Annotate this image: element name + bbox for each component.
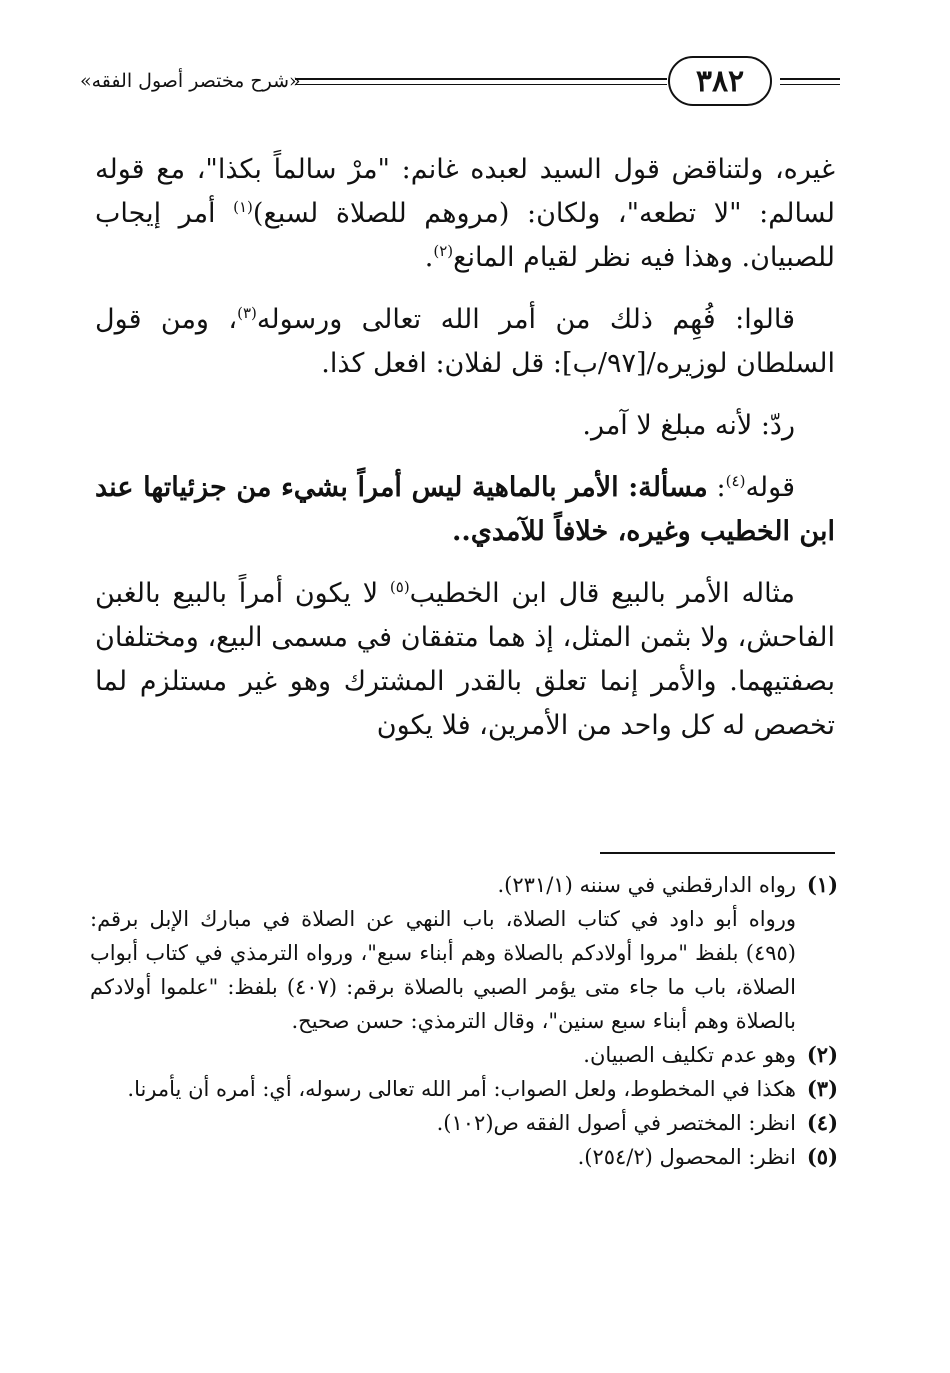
footnote-number: (٤)	[806, 1110, 838, 1135]
footnote-number: (٣)	[806, 1076, 838, 1101]
paragraph-1	[95, 148, 835, 280]
footnote-number: (٥)	[806, 1144, 838, 1169]
footnote-3	[90, 1072, 838, 1106]
paragraph-4-lead: قوله	[745, 472, 796, 503]
paragraph-2	[95, 298, 835, 386]
paragraph-2-cont: ، ومن قول السلطان لوزيره/[٩٧/ب]: قل لفلان: افعل كذا.	[95, 304, 835, 379]
header-rule-left-thin	[295, 84, 667, 85]
paragraph-1-cont: أمر إيجاب للصبيان. وهذا فيه نظر لقيام المانع	[95, 198, 835, 273]
page-number-badge	[668, 56, 772, 106]
paragraph-4	[95, 466, 835, 554]
paragraph-1-end: .	[424, 242, 434, 273]
footnotes	[90, 868, 838, 1174]
header-rule-left	[295, 78, 667, 80]
paragraph-5-cont: لا يكون أمراً بالبيع بالغبن الفاحش، ولا بثمن المثل، إذ هما متفقان في مسمى البيع، ومختلفان بصفتيهما. والأمر إنما تعلق بالقدر المشترك وهو غير مستلزم لما تخصص له كل واحد من الأمرين، فلا يكون	[95, 578, 835, 741]
paragraph-5-text: مثاله الأمر بالبيع قال ابن الخطيب	[409, 578, 795, 609]
footnote-text: انظر: المحصول (٢٥٤/٢).	[577, 1145, 796, 1169]
footnote-ref-4: (٤)	[725, 472, 746, 490]
footnote-5	[90, 1140, 838, 1174]
paragraph-1-text: غيره، ولتناقض قول السيد لعبده غانم: "مرْ سالماً بكذا"، مع قوله لسالم: "لا تطعه"، ولكان: (مروهم للصلاة لسبع)	[95, 154, 836, 229]
footnote-ref-5: (٥)	[389, 578, 410, 596]
footnote-text: هكذا في المخطوط، ولعل الصواب: أمر الله تعالى رسوله، أي: أمره أن يأمرنا.	[127, 1077, 796, 1101]
footnote-1-line: رواه الدارقطني في سننه (٢٣١/١).	[497, 873, 796, 897]
footnote-ref-2: (٢)	[433, 242, 454, 260]
footnote-number: (٢)	[806, 1042, 838, 1067]
footnote-1-cont: ورواه أبو داود في كتاب الصلاة، باب النهي عن الصلاة في مبارك الإبل برقم: (٤٩٥) بلفظ "مروا أولادكم بالصلاة وهم أبناء سبع"، ورواه الترمذي في كتاب أبواب الصلاة، باب ما جاء متى يؤمر الصبي بالصلاة برقم: (٤٠٧) بلفظ: "علموا أولادكم بالصلاة وهم أبناء سبع سنين"، وقال الترمذي: حسن صحيح.	[90, 907, 797, 1033]
header-rule-right-thin	[780, 84, 840, 85]
running-title: «شرح مختصر أصول الفقه»	[80, 70, 301, 92]
footnote-ref-3: (٣)	[237, 304, 257, 322]
footnote-number: (١)	[806, 872, 838, 897]
page-number: ٣٨٢	[695, 63, 745, 99]
footnote-text: وهو عدم تكليف الصبيان.	[583, 1043, 796, 1067]
paragraph-3: ردّ: لأنه مبلغ لا آمر.	[582, 410, 795, 441]
footnote-text: انظر: المختصر في أصول الفقه ص(١٠٢).	[436, 1111, 796, 1135]
matn-text: مسألة: الأمر بالماهية ليس أمراً بشيء من جزئياتها عند ابن الخطيب وغيره، خلافاً للآمدي..	[95, 472, 835, 547]
header-rule-right	[780, 78, 840, 80]
paragraph-4-colon: :	[707, 472, 726, 503]
footnote-2	[90, 1038, 838, 1072]
footnote-text	[90, 868, 796, 1038]
footnote-1	[90, 868, 838, 1038]
footnote-4	[90, 1106, 838, 1140]
page-header	[80, 50, 840, 110]
footnote-ref-1: (١)	[233, 198, 253, 216]
footnote-separator	[600, 852, 835, 854]
paragraph-5	[95, 572, 835, 748]
main-text	[95, 148, 835, 766]
paragraph-2-text: قالوا: فُهِم ذلك من أمر الله تعالى ورسوله	[256, 304, 795, 335]
